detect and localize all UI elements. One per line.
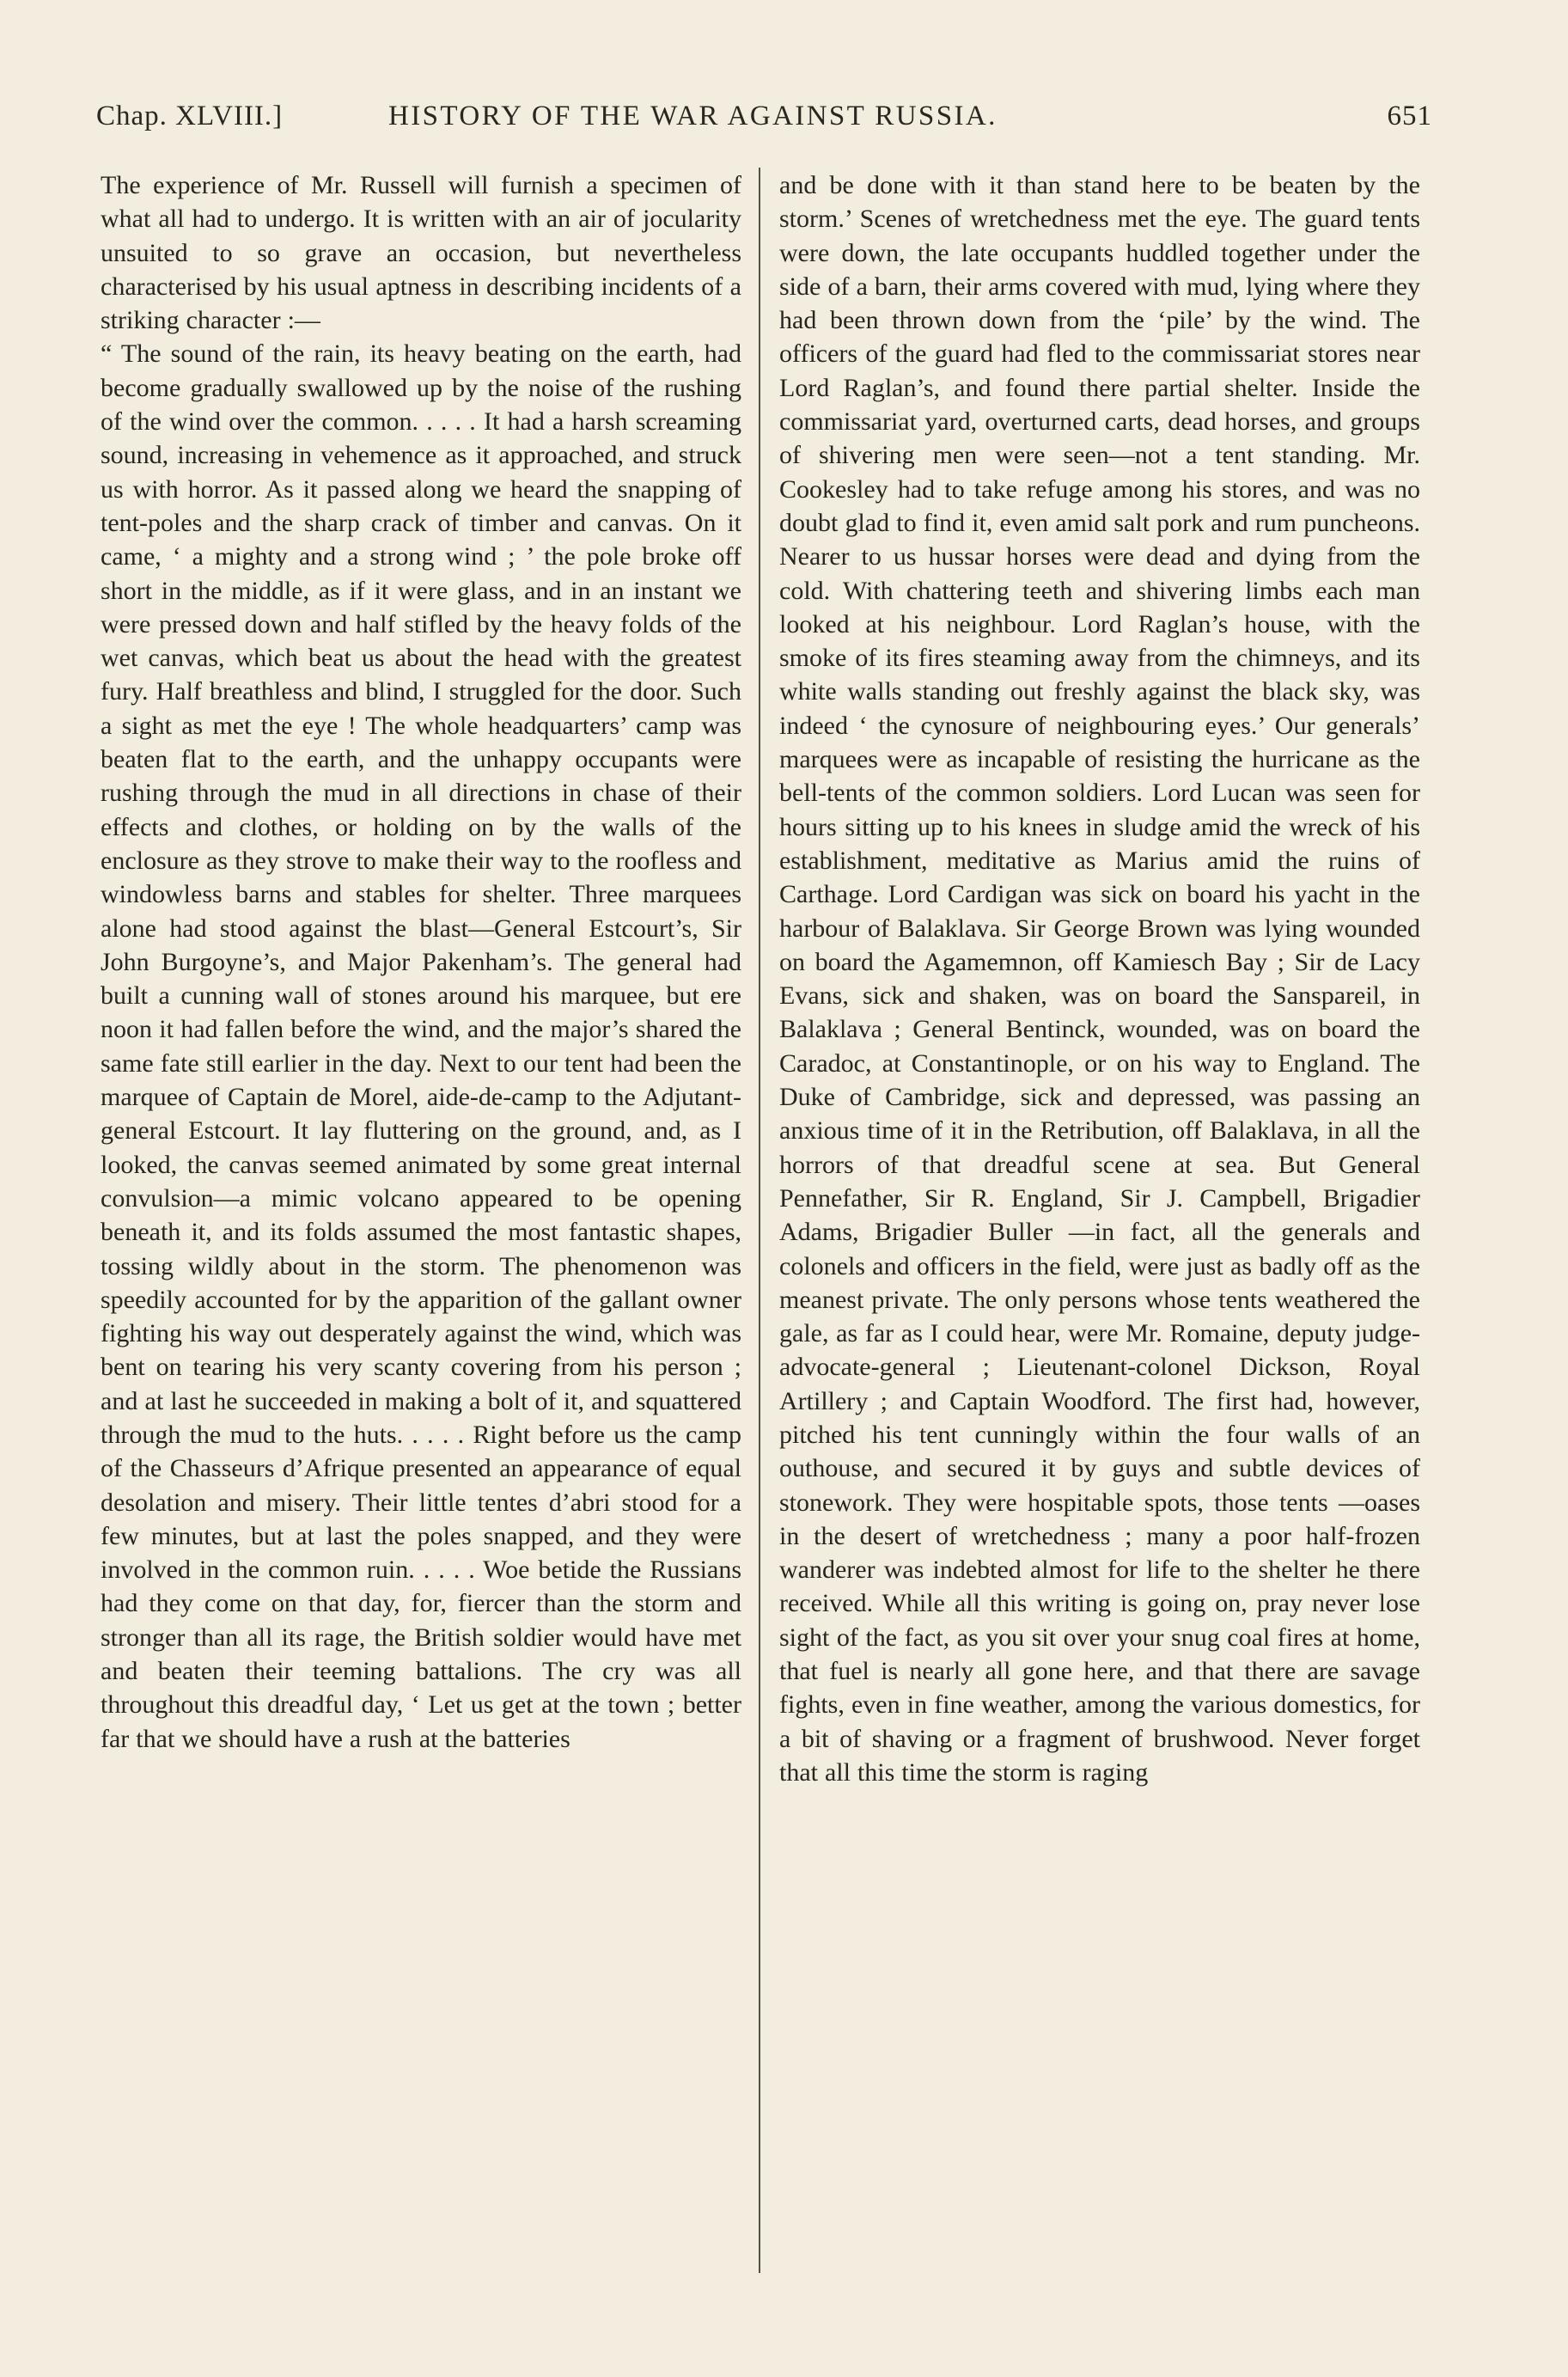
chapter-label: Chap. XLVIII.] bbox=[96, 101, 284, 131]
column-divider bbox=[759, 168, 760, 2273]
book-title: HISTORY OF THE WAR AGAINST RUSSIA. bbox=[388, 101, 998, 131]
running-header bbox=[96, 96, 1432, 136]
page-number: 651 bbox=[1387, 101, 1432, 131]
right-column bbox=[779, 168, 1420, 2274]
left-column bbox=[101, 168, 741, 2274]
paragraph-intro: The experience of Mr. Russell will furnish a specimen of what all had to undergo. It is written with an air of jocularity unsuited to so grave an occasion, but nevertheless characterised by his usual aptness in describing incidents of a striking character :— bbox=[101, 171, 741, 335]
paragraph-continuation: and be done with it than stand here to be beaten by the storm.’ Scenes of wretchedness met the eye. The guard tents were down, the late occupants huddled together under the side of a barn, their arms covered with mud, lying where they had been thrown down from the ‘pile’ by the wind. The officers of the guard had fled to the commissariat stores near Lord Raglan’s, and found there partial shelter. Inside the commissariat yard, overturned carts, dead horses, and groups of shivering men were seen—not a tent standing. Mr. Cookesley had to take refuge among his stores, and was no doubt glad to find it, even amid salt pork and rum puncheons. Nearer to us hussar horses were dead and dying from the cold. With chattering teeth and shivering limbs each man looked at his neighbour. Lord Raglan’s house, with the smoke of its fires steaming away from the chimneys, and its white walls standing out freshly against the black sky, was indeed ‘ the cynosure of neighbouring eyes.’ Our generals’ marquees were as incapable of resisting the hurricane as the bell-tents of the common soldiers. Lord Lucan was seen for hours sitting up to his knees in sludge amid the wreck of his establishment, meditative as Marius amid the ruins of Carthage. Lord Cardigan was sick on board his yacht in the harbour of Balaklava. Sir George Brown was lying wounded on board the Agamemnon, off Kamiesch Bay ; Sir de Lacy Evans, sick and shaken, was on board the Sanspareil, in Balaklava ; General Bentinck, wounded, was on board the Caradoc, at Constantinople, or on his way to England. The Duke of Cambridge, sick and depressed, was passing an anxious time of it in the Retribution, off Balaklava, in all the horrors of that dreadful scene at sea. But General Pennefather, Sir R. England, Sir J. Campbell, Brigadier Adams, Brigadier Buller —in fact, all the generals and colonels and officers in the field, were just as badly off as the meanest private. The only persons whose tents weathered the gale, as far as I could hear, were Mr. Romaine, deputy judge-advocate-general ; Lieutenant-colonel Dickson, Royal Artillery ; and Captain Woodford. The first had, however, pitched his tent cunningly within the four walls of an outhouse, and secured it by guys and subtle devices of stonework. They were hospitable spots, those tents —oases in the desert of wretchedness ; many a poor half-frozen wanderer was indebted almost for life to the shelter he there received. While all this writing is going on, pray never lose sight of the fact, as you sit over your snug coal fires at home, that fuel is nearly all gone here, and that there are savage fights, even in fine weather, among the various domestics, for a bit of shaving or a fragment of brushwood. Never forget that all this time the storm is raging bbox=[779, 171, 1420, 1787]
paragraph-quote: “ The sound of the rain, its heavy beating on the earth, had become gradually swallowed up by the noise of the rushing of the wind over the common. . . . . It had a harsh screaming sound, increasing in vehemence as it approached, and struck us with horror. As it passed along we heard the snapping of tent-poles and the sharp crack of timber and canvas. On it came, ‘ a mighty and a strong wind ; ’ the pole broke off short in the middle, as if it were glass, and in an instant we were pressed down and half stifled by the heavy folds of the wet canvas, which beat us about the head with the greatest fury. Half breathless and blind, I struggled for the door. Such a sight as met the eye ! The whole headquarters’ camp was beaten flat to the earth, and the unhappy occupants were rushing through the mud in all directions in chase of their effects and clothes, or holding on by the walls of the enclosure as they strove to make their way to the roofless and windowless barns and stables for shelter. Three marquees alone had stood against the blast—General Estcourt’s, Sir John Burgoyne’s, and Major Pakenham’s. The general had built a cunning wall of stones around his marquee, but ere noon it had fallen before the wind, and the major’s shared the same fate still earlier in the day. Next to our tent had been the marquee of Captain de Morel, aide-de-camp to the Adjutant-general Estcourt. It lay fluttering on the ground, and, as I looked, the canvas seemed animated by some great internal convulsion—a mimic volcano appeared to be opening beneath it, and its folds assumed the most fantastic shapes, tossing wildly about in the storm. The phenomenon was speedily accounted for by the apparition of the gallant owner fighting his way out desperately against the wind, which was bent on tearing his very scanty covering from his person ; and at last he succeeded in making a bolt of it, and squattered through the mud to the huts. . . . . Right before us the camp of the Chasseurs d’Afrique presented an appearance of equal desolation and misery. Their little tentes d’abri stood for a few minutes, but at last the poles snapped, and they were involved in the common ruin. . . . . Woe betide the Russians had they come on that day, for, fiercer than the storm and stronger than all its rage, the British soldier would have met and beaten their teeming battalions. The cry was all throughout this dreadful day, ‘ Let us get at the town ; better far that we should have a rush at the batteries bbox=[101, 339, 741, 1753]
